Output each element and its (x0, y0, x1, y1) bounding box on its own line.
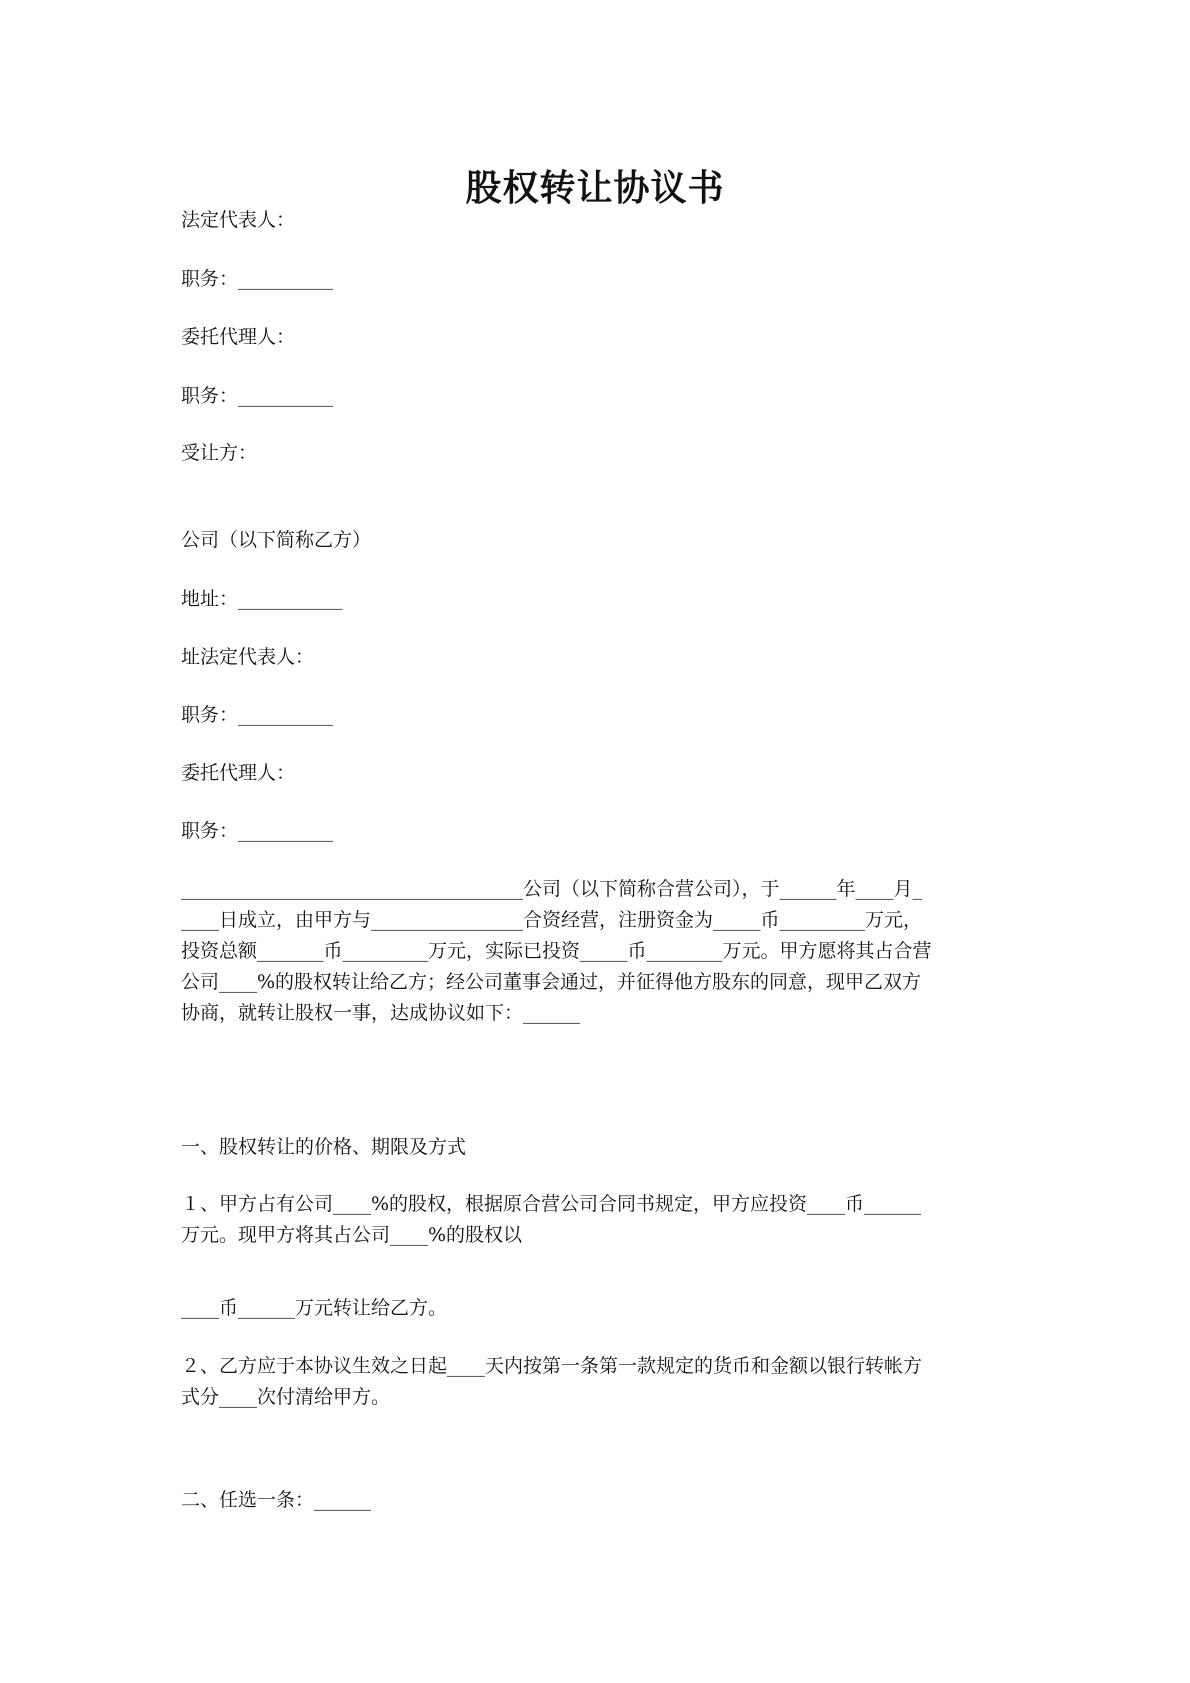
authorized-agent-label: 委托代理人： (181, 326, 296, 348)
clause-line: ２、乙方应于本协议生效之日起____天内按第一条第一款规定的货币和金额以银行转帐方 (181, 1355, 923, 1377)
clause-line: 式分____次付清给甲方。 (181, 1386, 391, 1408)
transferee-company: 公司（以下简称乙方） (181, 529, 372, 551)
section-2-heading: 二、任选一条：______ (181, 1489, 372, 1511)
clause-line: １、甲方占有公司____%的股权，根据原合营公司合同书规定，甲方应投资____币______ (181, 1193, 922, 1215)
legal-representative-label-b: 址法定代表人： (181, 646, 315, 668)
clause-2-paragraph (181, 1351, 1011, 1413)
position-blank: __________ (238, 820, 334, 842)
preamble-line: 协商，就转让股权一事，达成协议如下：______ (181, 1002, 581, 1024)
authorized-agent-label-b: 委托代理人： (181, 762, 296, 784)
preamble-line: 公司____%的股权转让给乙方；经公司董事会通过，并征得他方股东的同意，现甲乙双方 (181, 971, 922, 993)
clause-line: 万元。现甲方将其占公司____%的股权以 (181, 1224, 523, 1246)
transferee-heading: 受让方： (181, 442, 258, 464)
address-label: 地址： (181, 588, 239, 610)
position-label: 职务： (181, 268, 239, 290)
position-label: 职务： (181, 704, 239, 726)
preamble-line: ____________________________________公司（以下简称合营公司），于______年____月_ (181, 878, 923, 900)
position-field-b2 (181, 819, 333, 843)
position-field-b1 (181, 703, 333, 727)
preamble-line: 投资总额_______币_________万元，实际已投资_____币________万元。甲方愿将其占合营 (181, 940, 932, 962)
position-field-a2 (181, 384, 333, 408)
position-label: 职务： (181, 820, 239, 842)
clause-1-paragraph (181, 1189, 1011, 1251)
section-1-heading: 一、股权转让的价格、期限及方式 (181, 1136, 467, 1158)
position-blank: __________ (238, 704, 334, 726)
legal-representative-label: 法定代表人： (181, 209, 296, 231)
preamble-line: ____日成立，由甲方与________________合资经营，注册资金为_____币_________万元， (181, 909, 923, 931)
address-blank: ___________ (238, 588, 343, 610)
position-field-a1 (181, 267, 333, 291)
clause-1-continuation: ____币______万元转让给乙方。 (181, 1297, 448, 1319)
position-blank: __________ (238, 385, 334, 407)
address-field (181, 587, 343, 611)
position-blank: __________ (238, 268, 334, 290)
document-title: 股权转让协议书 (465, 167, 725, 209)
position-label: 职务： (181, 385, 239, 407)
preamble-paragraph (181, 874, 1011, 1029)
